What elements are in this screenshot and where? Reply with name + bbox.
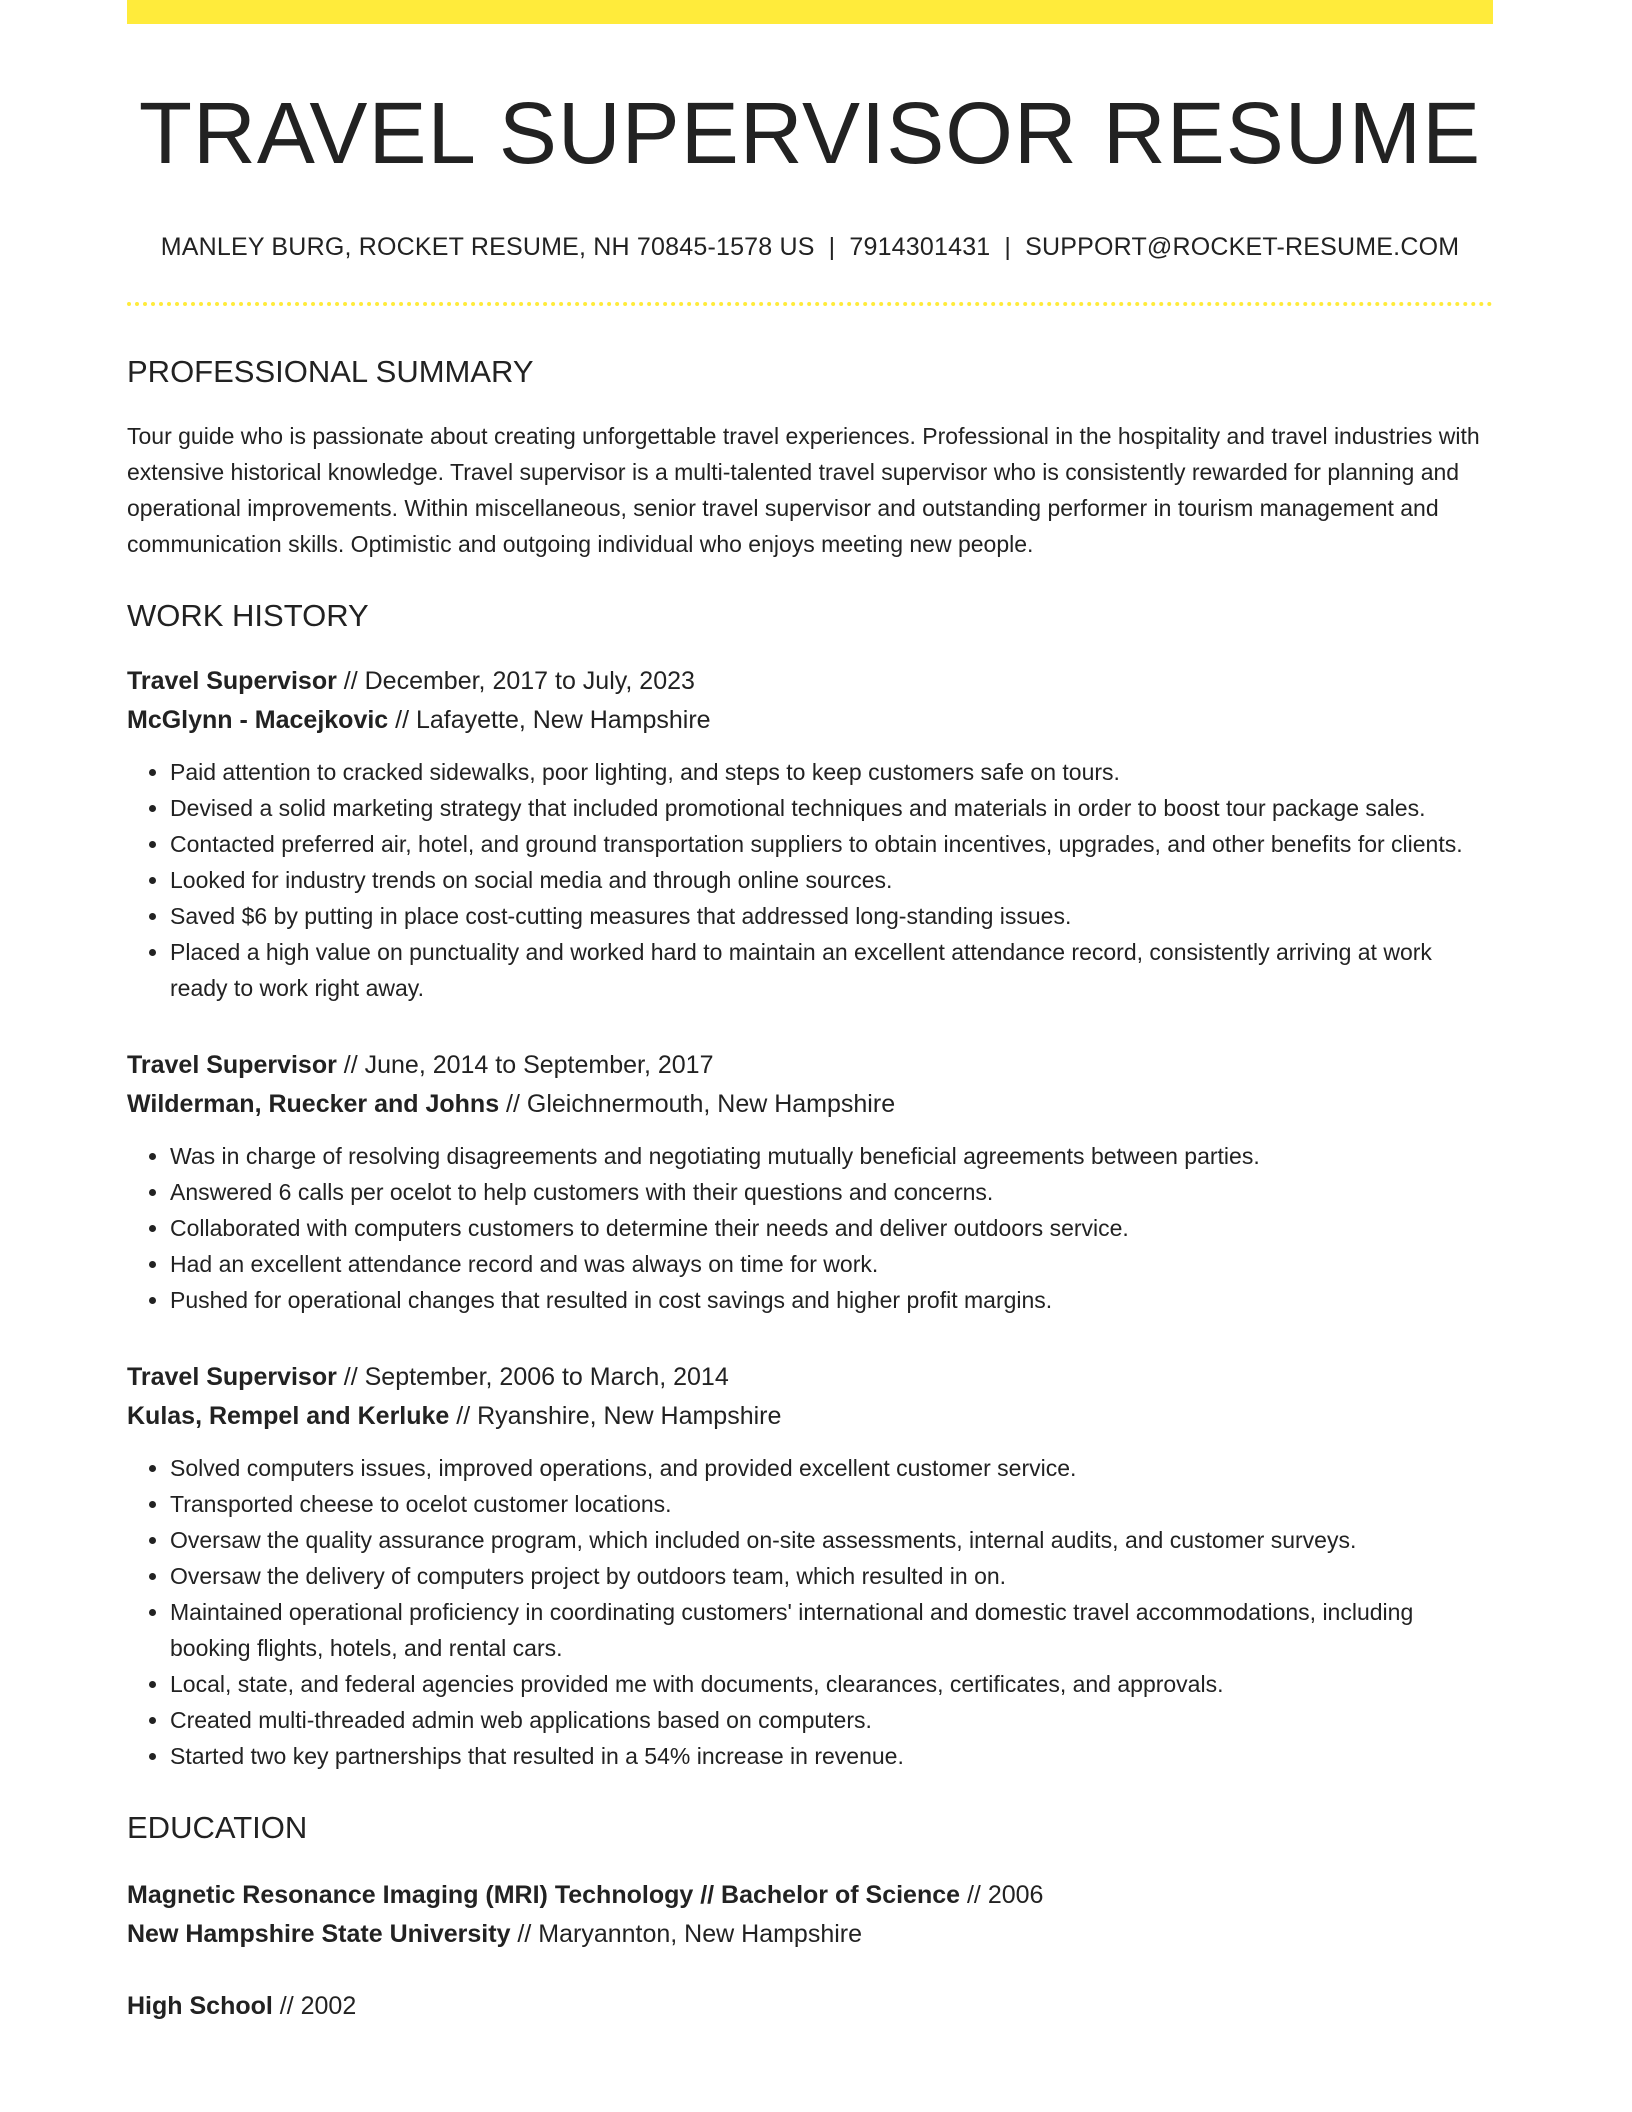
job-title-line [127, 1046, 1493, 1085]
job-bullet: • Oversaw the quality assurance program, which included on-site assessments, internal audits, and customer surveys. [170, 1522, 1493, 1558]
job-bullet: • Looked for industry trends on social media and through online sources. [170, 862, 1493, 898]
job-bullet: • Placed a high value on punctuality and worked hard to maintain an excellent attendance record, consistently arriving at work ready to work right away. [170, 934, 1493, 1006]
job-bullet: • Local, state, and federal agencies provided me with documents, clearances, certificates, and approvals. [170, 1666, 1493, 1702]
job-bullet: • Created multi-threaded admin web applications based on computers. [170, 1702, 1493, 1738]
job-company-line [127, 701, 1493, 740]
job-bullets [127, 1450, 1493, 1774]
contact-separator: | [828, 233, 836, 261]
education-location: // Maryannton, New Hampshire [510, 1920, 863, 1948]
job-company-line [127, 1397, 1493, 1436]
job-location: // Ryanshire, New Hampshire [449, 1402, 782, 1430]
education-entry [127, 1987, 1493, 2026]
contact-address: MANLEY BURG, ROCKET RESUME, NH 70845-1578 US [160, 233, 815, 261]
job-dates: // September, 2006 to March, 2014 [336, 1363, 729, 1391]
job-entry [127, 1046, 1493, 1318]
job-bullet: • Collaborated with computers customers to determine their needs and deliver outdoors service. [170, 1210, 1493, 1246]
education-degree: Magnetic Resonance Imaging (MRI) Technology // Bachelor of Science [127, 1881, 961, 1909]
job-bullet: • Maintained operational proficiency in coordinating customers' international and domestic travel accommodations, including booking flights, hotels, and rental cars. [170, 1594, 1493, 1666]
job-bullet: • Devised a solid marketing strategy that included promotional techniques and materials in order to boost tour package sales. [170, 790, 1493, 826]
job-title: Travel Supervisor [127, 1051, 337, 1079]
education-school-line [127, 1915, 1493, 1954]
job-bullet: • Was in charge of resolving disagreements and negotiating mutually beneficial agreements between parties. [170, 1138, 1493, 1174]
resume-title: TRAVEL SUPERVISOR RESUME [138, 85, 1482, 182]
job-bullet: • Saved $6 by putting in place cost-cutting measures that addressed long-standing issues. [170, 898, 1493, 934]
job-bullet: • Transported cheese to ocelot customer locations. [170, 1486, 1493, 1522]
job-bullets [127, 754, 1493, 1006]
education-degree-line [127, 1876, 1493, 1915]
education-section [127, 1808, 1493, 2026]
summary-section [127, 352, 1493, 562]
job-entry [127, 1358, 1493, 1774]
job-bullet: • Contacted preferred air, hotel, and ground transportation suppliers to obtain incentives, upgrades, and other benefits for clients. [170, 826, 1493, 862]
contact-email: SUPPORT@ROCKET-RESUME.COM [1025, 233, 1460, 261]
job-company: McGlynn - Macejkovic [127, 706, 389, 734]
job-bullets [127, 1138, 1493, 1318]
job-bullet: • Started two key partnerships that resulted in a 54% increase in revenue. [170, 1738, 1493, 1774]
job-bullet: • Paid attention to cracked sidewalks, poor lighting, and steps to keep customers safe on tours. [170, 754, 1493, 790]
education-school: New Hampshire State University [127, 1920, 511, 1948]
job-bullet: • Solved computers issues, improved operations, and provided excellent customer service. [170, 1450, 1493, 1486]
job-dates: // June, 2014 to September, 2017 [336, 1051, 714, 1079]
work-history-heading: WORK HISTORY [127, 598, 369, 633]
education-year: // 2002 [272, 1992, 357, 2020]
job-title-line [127, 1358, 1493, 1397]
job-dates: // December, 2017 to July, 2023 [336, 667, 695, 695]
job-location: // Gleichnermouth, New Hampshire [499, 1090, 896, 1118]
education-degree-line [127, 1987, 1493, 2026]
job-location: // Lafayette, New Hampshire [388, 706, 711, 734]
job-title: Travel Supervisor [127, 1363, 337, 1391]
top-accent-bar [127, 0, 1493, 24]
job-entry [127, 662, 1493, 1006]
job-company-line [127, 1085, 1493, 1124]
job-bullet: • Answered 6 calls per ocelot to help customers with their questions and concerns. [170, 1174, 1493, 1210]
job-bullet: • Pushed for operational changes that resulted in cost savings and higher profit margins. [170, 1282, 1493, 1318]
job-company: Wilderman, Ruecker and Johns [127, 1090, 500, 1118]
contact-line [127, 230, 1493, 264]
job-company: Kulas, Rempel and Kerluke [127, 1402, 450, 1430]
work-history-section [127, 596, 1493, 1774]
summary-heading: PROFESSIONAL SUMMARY [127, 354, 534, 389]
dotted-divider [127, 302, 1493, 306]
contact-phone: 7914301431 [849, 233, 991, 261]
job-title-line [127, 662, 1493, 701]
job-title: Travel Supervisor [127, 667, 337, 695]
job-bullet: • Had an excellent attendance record and was always on time for work. [170, 1246, 1493, 1282]
education-year: // 2006 [960, 1881, 1044, 1909]
job-bullet: • Oversaw the delivery of computers project by outdoors team, which resulted in on. [170, 1558, 1493, 1594]
education-entry [127, 1876, 1493, 1954]
education-heading: EDUCATION [127, 1810, 308, 1845]
education-degree: High School [127, 1992, 273, 2020]
summary-text: Tour guide who is passionate about creating unforgettable travel experiences. Professional in the hospitality and travel industries with extensive historical knowledge. Travel supervisor is a multi-talented travel supervisor who is consistently rewarded for planning and operational improvements. Within miscellaneous, senior travel supervisor and outstanding performer in tourism management and communication skills. Optimistic and outgoing individual who enjoys meeting new people. [127, 423, 1480, 557]
resume-content [127, 0, 1493, 2026]
contact-separator: | [1004, 233, 1012, 261]
